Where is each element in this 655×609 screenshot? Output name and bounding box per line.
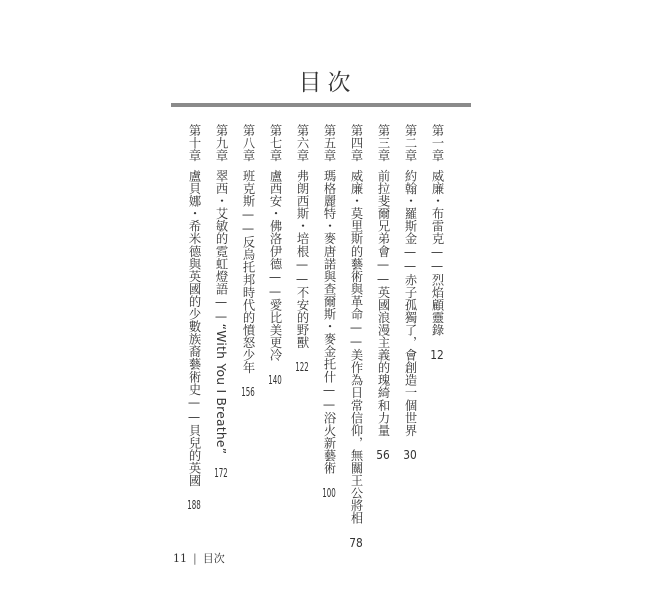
toc-dash: —— — [187, 395, 201, 425]
toc-entry — [403, 124, 417, 461]
toc-page-number: 56 — [376, 449, 390, 462]
toc-entry — [376, 124, 390, 461]
toc-gap — [187, 487, 201, 500]
toc-page-wrapper — [430, 349, 444, 361]
toc-page-wrapper — [187, 499, 201, 511]
toc-page-wrapper — [322, 487, 336, 499]
toc-page-wrapper — [403, 449, 417, 461]
footer-page-number: 11 — [173, 552, 187, 565]
toc-page-wrapper — [241, 386, 255, 398]
toc-entry-title: 前拉斐爾兄弟會 — [376, 169, 390, 258]
footer-label: 目次 — [202, 552, 225, 565]
toc-page-number: 122 — [295, 361, 309, 374]
toc-entry-subtitle: 美作為日常信仰，無關王公將相 — [349, 348, 363, 525]
toc-entry-subtitle: 反烏托邦時代的憤怒少年 — [241, 235, 255, 374]
toc-chapter-label: 第二章 — [403, 124, 417, 162]
toc-gap — [322, 474, 336, 487]
toc-chapter-label: 第六章 — [295, 124, 309, 162]
toc-entry-title: 翠西・艾敏的霓虹燈語 — [214, 169, 228, 296]
toc-entry — [241, 124, 255, 399]
toc-page-wrapper — [295, 361, 309, 373]
toc-chapter-label: 第九章 — [214, 124, 228, 162]
toc-gap — [241, 374, 255, 387]
toc-entry — [214, 124, 228, 479]
toc-page-wrapper — [376, 449, 390, 461]
toc-entry — [295, 124, 309, 374]
toc-entry-title: 威廉・布雷克 — [430, 169, 444, 245]
toc-dash: —— — [295, 257, 309, 287]
toc-entry-subtitle: 英國浪漫主義的瑰綺和力量 — [376, 286, 390, 437]
toc-dash: —— — [376, 257, 390, 287]
toc-page-number: 188 — [187, 499, 201, 512]
toc-chapter-label: 第十章 — [187, 124, 201, 162]
toc-entry-subtitle: “With You I Breathe” — [214, 323, 228, 455]
toc-entry-title: 盧貝娜・希米德與英國的少數族裔藝術史 — [187, 169, 201, 396]
page-footer — [173, 550, 225, 566]
toc-entry-subtitle: 不安的野獸 — [295, 286, 309, 349]
toc-page-number: 156 — [241, 386, 255, 399]
toc-entry-title: 班克斯 — [241, 169, 255, 208]
toc-entry-title: 盧西安・佛洛伊德 — [268, 169, 282, 271]
toc-entry — [349, 124, 363, 549]
toc-chapter-label: 第五章 — [322, 124, 336, 162]
toc-page-number: 172 — [214, 466, 228, 480]
toc-dash: —— — [430, 244, 444, 274]
toc-chapter-label: 第三章 — [376, 124, 390, 162]
toc-entry-subtitle: 浴火新藝術 — [322, 411, 336, 475]
toc-gap — [376, 437, 390, 450]
toc-gap — [214, 454, 228, 467]
toc-entry-title: 弗朗西斯・培根 — [295, 169, 309, 258]
toc-entry — [322, 124, 336, 499]
page-title: 目次 — [298, 70, 357, 96]
toc-entry-subtitle: 赤子孤獨了，會創造一個世界 — [403, 273, 417, 437]
toc-page-number: 30 — [403, 449, 417, 462]
toc-entry-subtitle: 烈焰顧靈錄 — [430, 273, 444, 337]
toc-page-wrapper — [214, 467, 228, 479]
toc-entry — [430, 124, 444, 361]
toc-dash: —— — [214, 295, 228, 324]
toc-page-number: 78 — [349, 537, 363, 550]
toc-chapter-label: 第八章 — [241, 124, 255, 162]
footer-separator: | — [193, 552, 197, 565]
toc-page-wrapper — [268, 374, 282, 386]
toc-chapter-label: 第一章 — [430, 124, 444, 162]
toc-entry-title: 約翰・羅斯金 — [403, 169, 417, 245]
toc-dash: —— — [403, 244, 417, 274]
toc-chapter-label: 第四章 — [349, 124, 363, 162]
toc-page-number: 100 — [322, 486, 336, 500]
toc-chapter-label: 第七章 — [268, 124, 282, 162]
toc-gap — [349, 524, 363, 537]
toc-gap — [430, 336, 444, 349]
toc-entry-title: 威廉・莫里斯的藝術與革命 — [349, 169, 363, 321]
toc-entry-title: 瑪格麗特・麥唐諾與查爾斯・麥金托什 — [322, 169, 336, 384]
toc-page-number: 140 — [268, 373, 282, 387]
toc-dash: —— — [322, 383, 336, 412]
toc-entry — [187, 124, 201, 512]
toc-gap — [295, 349, 309, 362]
toc-entry — [268, 124, 282, 386]
toc-dash: —— — [241, 207, 255, 236]
toc-page-wrapper — [349, 537, 363, 549]
toc-page-number: 12 — [430, 348, 444, 362]
toc-dash: —— — [268, 270, 282, 299]
toc-gap — [268, 361, 282, 374]
toc-dash: —— — [349, 320, 363, 349]
toc-gap — [403, 437, 417, 450]
toc-entry-subtitle: 貝兒的英國 — [187, 424, 201, 487]
toc-entry-subtitle: 愛比美更冷 — [268, 298, 282, 362]
title-rule — [171, 103, 471, 107]
